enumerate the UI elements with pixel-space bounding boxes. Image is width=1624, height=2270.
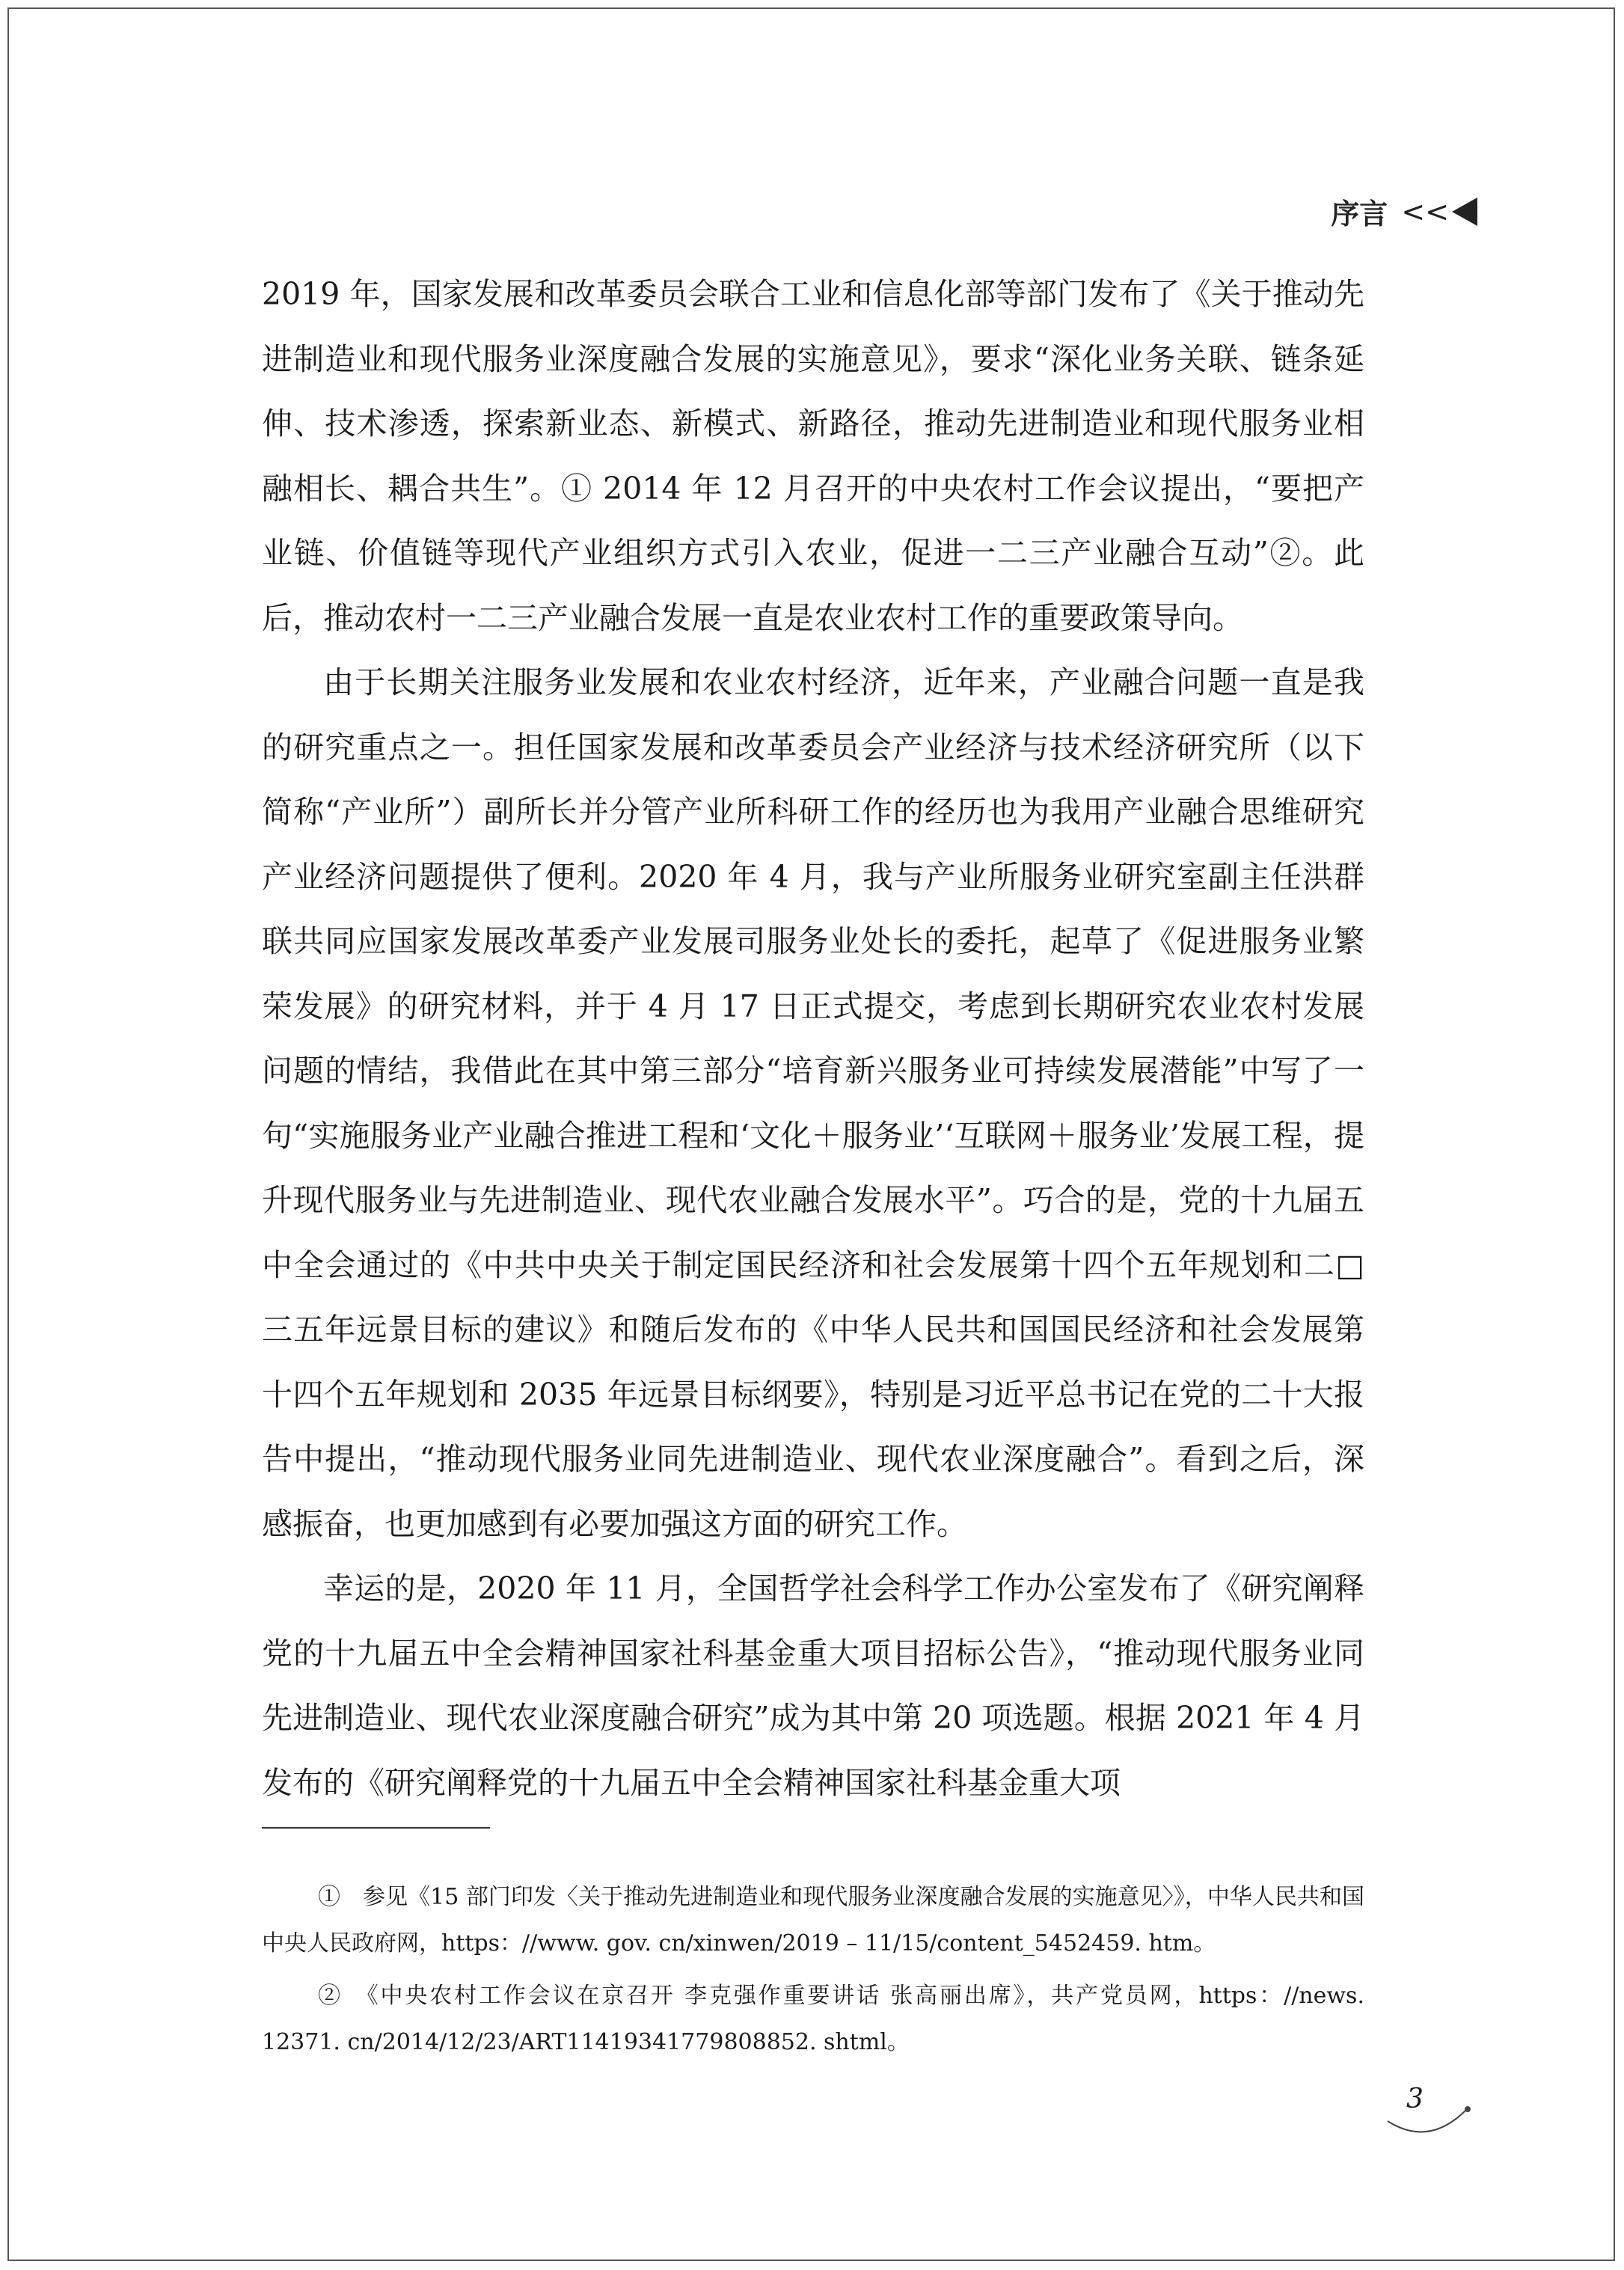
header-title: 序言 <box>1331 198 1388 230</box>
paragraph-3: 幸运的是，2020 年 11 月，全国哲学社会科学工作办公室发布了《研究阐释党的十九届五中全会精神国家社科基金重大项目招标公告》，“推动现代服务业同先进制造业、现代农业深度融合研究”成为其中第 20 项选题。根据 2021 年 4 月发布的《研究阐释党的十九届五中全会精神国家社科基金重大项 <box>262 1570 1364 1801</box>
footnote-2: ② 《中央农村工作会议在京召开 李克强作重要讲话 张高丽出席》，共产党员网，https：//news. 12371. cn/2014/12/23/ART11419341779808852. shtml。 <box>262 1983 1364 2055</box>
header-arrows-icon: << <box>1401 195 1477 228</box>
page-number-swoosh-icon <box>1384 2076 1474 2159</box>
body-text <box>262 262 1364 1815</box>
triangle-icon <box>1452 198 1477 226</box>
footnote-1: ① 参见《15 部门印发〈关于推动先进制造业和现代服务业深度融合发展的实施意见〉》，中华人民共和国中央人民政府网，https：//www. gov. cn/xinwen/2019 – 11/15/content_5452459. htm。 <box>262 1884 1364 1957</box>
running-header <box>1331 191 1477 232</box>
paragraph-1: 2019 年，国家发展和改革委员会联合工业和信息化部等部门发布了《关于推动先进制造业和现代服务业深度融合发展的实施意见》，要求“深化业务关联、链条延伸、技术渗透，探索新业态、新模式、新路径，推动先进制造业和现代服务业相融相长、耦合共生”。① 2014 年 12 月召开的中央农村工作会议提出，“要把产业链、价值链等现代产业组织方式引入农业，促进一二三产业融合互动”②。此后，推动农村一二三产业融合发展一直是农业农村工作的重要政策导向。 <box>262 276 1364 636</box>
page-number-label: 3 <box>1406 2084 1424 2114</box>
footnote-divider <box>262 1827 490 1829</box>
page-number <box>1384 2076 1474 2159</box>
footnotes <box>262 1874 1364 2072</box>
paragraph-2: 由于长期关注服务业发展和农业农村经济，近年来，产业融合问题一直是我的研究重点之一。担任国家发展和改革委员会产业经济与技术经济研究所（以下简称“产业所”）副所长并分管产业所科研工作的经历也为我用产业融合思维研究产业经济问题提供了便利。2020 年 4 月，我与产业所服务业研究室副主任洪群联共同应国家发展改革委产业发展司服务业处长的委托，起草了《促进服务业繁荣发展》的研究材料，并于 4 月 17 日正式提交，考虑到长期研究农业农村发展问题的情结，我借此在其中第三部分“培育新兴服务业可持续发展潜能”中写了一句“实施服务业产业融合推进工程和‘文化＋服务业’‘互联网＋服务业’发展工程，提升现代服务业与先进制造业、现代农业融合发展水平”。巧合的是，党的十九届五中全会通过的《中共中央关于制定国民经济和社会发展第十四个五年规划和二□ 三五年远景目标的建议》和随后发布的《中华人民共和国国民经济和社会发展第十四个五年规划和 2035 年远景目标纲要》，特别是习近平总书记在党的二十大报告中提出，“推动现代服务业同先进制造业、现代农业深度融合”。看到之后，深感振奋，也更加感到有必要加强这方面的研究工作。 <box>262 664 1364 1542</box>
